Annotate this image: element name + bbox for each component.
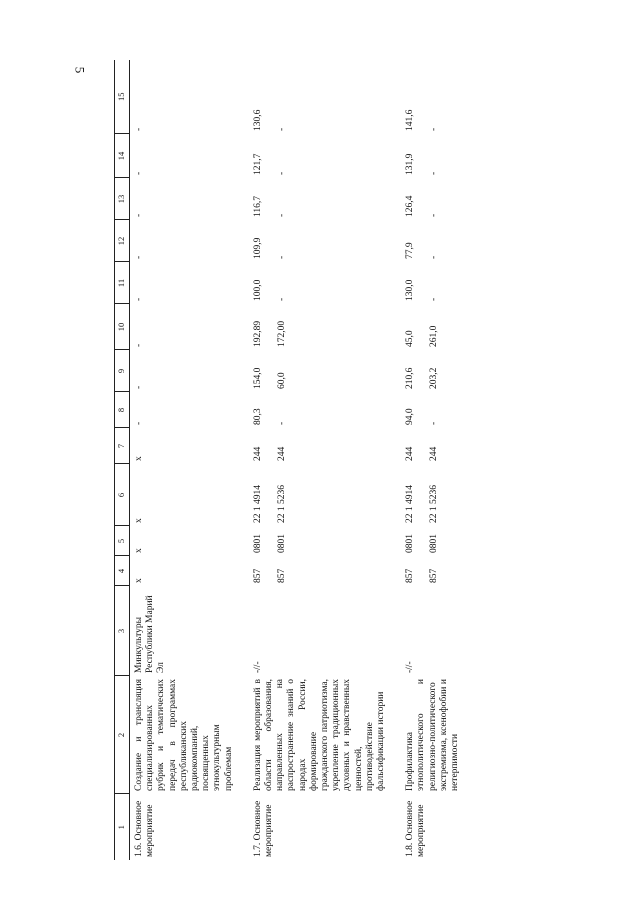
value-cell xyxy=(249,220,401,262)
value-line: - xyxy=(276,171,287,175)
value-line: 210,6 xyxy=(405,367,416,389)
value-line: 22 1 4914 xyxy=(405,485,416,523)
value-cell xyxy=(249,392,401,428)
value-line: 80,3 xyxy=(252,408,263,425)
value-cell xyxy=(249,464,401,526)
value-line: - xyxy=(134,297,144,301)
column-header: 14 xyxy=(115,134,130,178)
value-line: 0801 xyxy=(405,534,416,553)
value-line: 22 1 5236 xyxy=(429,485,440,523)
value-line: 141,6 xyxy=(405,109,416,131)
value-cell xyxy=(249,178,401,220)
measure-name: Создание и трансляция специализированных рубрик и тематических передач в программах республиканских радиокомпаний, посвященных этнокультурным проблемам xyxy=(134,679,234,791)
value-line: - xyxy=(276,127,287,131)
value-line: - xyxy=(429,213,440,217)
value-cell xyxy=(401,304,475,350)
column-header: 12 xyxy=(115,220,130,262)
value-line: - xyxy=(134,127,144,131)
value-cell xyxy=(130,392,249,428)
value-line: - xyxy=(429,297,440,301)
column-header: 9 xyxy=(115,350,130,392)
value-cell xyxy=(249,134,401,178)
table-row xyxy=(401,60,475,860)
executor: Минкультуры Республики Марий Эл xyxy=(134,595,167,673)
value-cell xyxy=(401,526,475,556)
value-cell xyxy=(401,262,475,304)
value-line: 109,9 xyxy=(252,237,263,259)
header-row xyxy=(115,60,130,860)
executor: -//- xyxy=(252,661,263,673)
value-cell xyxy=(401,392,475,428)
value-line: 45,0 xyxy=(405,330,416,347)
column-header: 11 xyxy=(115,262,130,304)
column-header: 7 xyxy=(115,428,130,464)
value-cell xyxy=(130,134,249,178)
column-header: 6 xyxy=(115,464,130,526)
value-line: 100,0 xyxy=(252,279,263,301)
value-line: x xyxy=(134,548,144,553)
value-cell xyxy=(130,60,249,134)
value-cell xyxy=(401,134,475,178)
value-cell xyxy=(130,262,249,304)
measure-number: 1.8. Основное мероприятие xyxy=(405,800,427,857)
value-line: - xyxy=(276,255,287,259)
value-line: 116,7 xyxy=(252,195,263,217)
value-line: 244 xyxy=(276,446,287,461)
column-header: 13 xyxy=(115,178,130,220)
value-line: 244 xyxy=(252,446,263,461)
value-line: - xyxy=(429,171,440,175)
table-row xyxy=(130,60,249,860)
column-header: 1 xyxy=(115,794,130,860)
value-line: - xyxy=(276,297,287,301)
value-cell xyxy=(249,526,401,556)
value-cell xyxy=(130,556,249,586)
measure-name: Реализация мероприятий в области образования, направленных на распространение знаний о народах России, формирование гражданского патриотизма, укрепление традиционных духовных и нравственных ценностей, противодействие фальсификации истории xyxy=(252,679,387,791)
value-cell xyxy=(249,428,401,464)
value-line: 22 1 5236 xyxy=(276,485,287,523)
value-cell xyxy=(401,220,475,262)
value-cell xyxy=(249,304,401,350)
value-line: 857 xyxy=(252,568,263,583)
executor: -//- xyxy=(405,661,416,673)
measure-name: Профилактика этнополитического и религиозно-политического экстремизма, ксенофобии и нетерпимости xyxy=(405,679,461,791)
table-row xyxy=(249,60,401,860)
value-cell xyxy=(401,464,475,526)
value-line: - xyxy=(276,421,287,425)
page-number: 5 xyxy=(72,66,88,74)
value-cell xyxy=(401,428,475,464)
value-line: - xyxy=(134,171,144,175)
column-header: 2 xyxy=(115,676,130,794)
value-line: 857 xyxy=(405,568,416,583)
value-line: - xyxy=(429,255,440,259)
rotated-table-container xyxy=(114,60,534,860)
value-line: 60,0 xyxy=(276,372,287,389)
column-header: 4 xyxy=(115,556,130,586)
value-line: 0801 xyxy=(252,534,263,553)
value-cell xyxy=(401,350,475,392)
value-cell xyxy=(130,220,249,262)
value-cell xyxy=(130,178,249,220)
value-line: 244 xyxy=(405,446,416,461)
value-line: 0801 xyxy=(276,534,287,553)
value-line: - xyxy=(134,421,144,425)
measure-number: 1.7. Основное мероприятие xyxy=(252,800,275,857)
value-cell xyxy=(401,178,475,220)
value-line: 22 1 4914 xyxy=(252,485,263,523)
value-line: 121,7 xyxy=(252,153,263,175)
value-line: 203,2 xyxy=(429,367,440,389)
value-cell xyxy=(401,556,475,586)
value-line: x xyxy=(134,456,144,461)
value-line: 857 xyxy=(276,568,287,583)
value-line: - xyxy=(429,127,440,131)
value-line: 77,9 xyxy=(405,242,416,259)
column-header: 15 xyxy=(115,60,130,134)
column-header: 5 xyxy=(115,526,130,556)
value-line: 192,89 xyxy=(252,320,263,347)
budget-table xyxy=(114,60,475,860)
value-cell xyxy=(130,428,249,464)
value-line: - xyxy=(429,421,440,425)
measure-number: 1.6. Основное мероприятие xyxy=(134,800,156,857)
column-header: 3 xyxy=(115,586,130,676)
value-line: x xyxy=(134,518,144,523)
value-line: 94,0 xyxy=(405,408,416,425)
value-cell xyxy=(130,304,249,350)
value-line: - xyxy=(134,255,144,259)
value-line: 131,9 xyxy=(405,153,416,175)
value-cell xyxy=(130,350,249,392)
value-line: 857 xyxy=(429,568,440,583)
value-line: 126,4 xyxy=(405,195,416,217)
value-cell xyxy=(401,60,475,134)
value-cell xyxy=(130,526,249,556)
value-cell xyxy=(249,262,401,304)
value-line: - xyxy=(134,213,144,217)
column-header: 10 xyxy=(115,304,130,350)
value-cell xyxy=(249,350,401,392)
value-line: - xyxy=(134,343,144,347)
value-line: 0801 xyxy=(429,534,440,553)
value-line: x xyxy=(134,578,144,583)
value-cell xyxy=(249,60,401,134)
value-line: - xyxy=(276,213,287,217)
column-header: 8 xyxy=(115,392,130,428)
value-line: 130,6 xyxy=(252,109,263,131)
value-line: 244 xyxy=(429,446,440,461)
value-line: 130,0 xyxy=(405,279,416,301)
value-line: 154,0 xyxy=(252,367,263,389)
value-line: 261,0 xyxy=(429,325,440,347)
value-line: - xyxy=(134,385,144,389)
value-cell xyxy=(249,556,401,586)
value-cell xyxy=(130,464,249,526)
value-line: 172,00 xyxy=(276,320,287,347)
